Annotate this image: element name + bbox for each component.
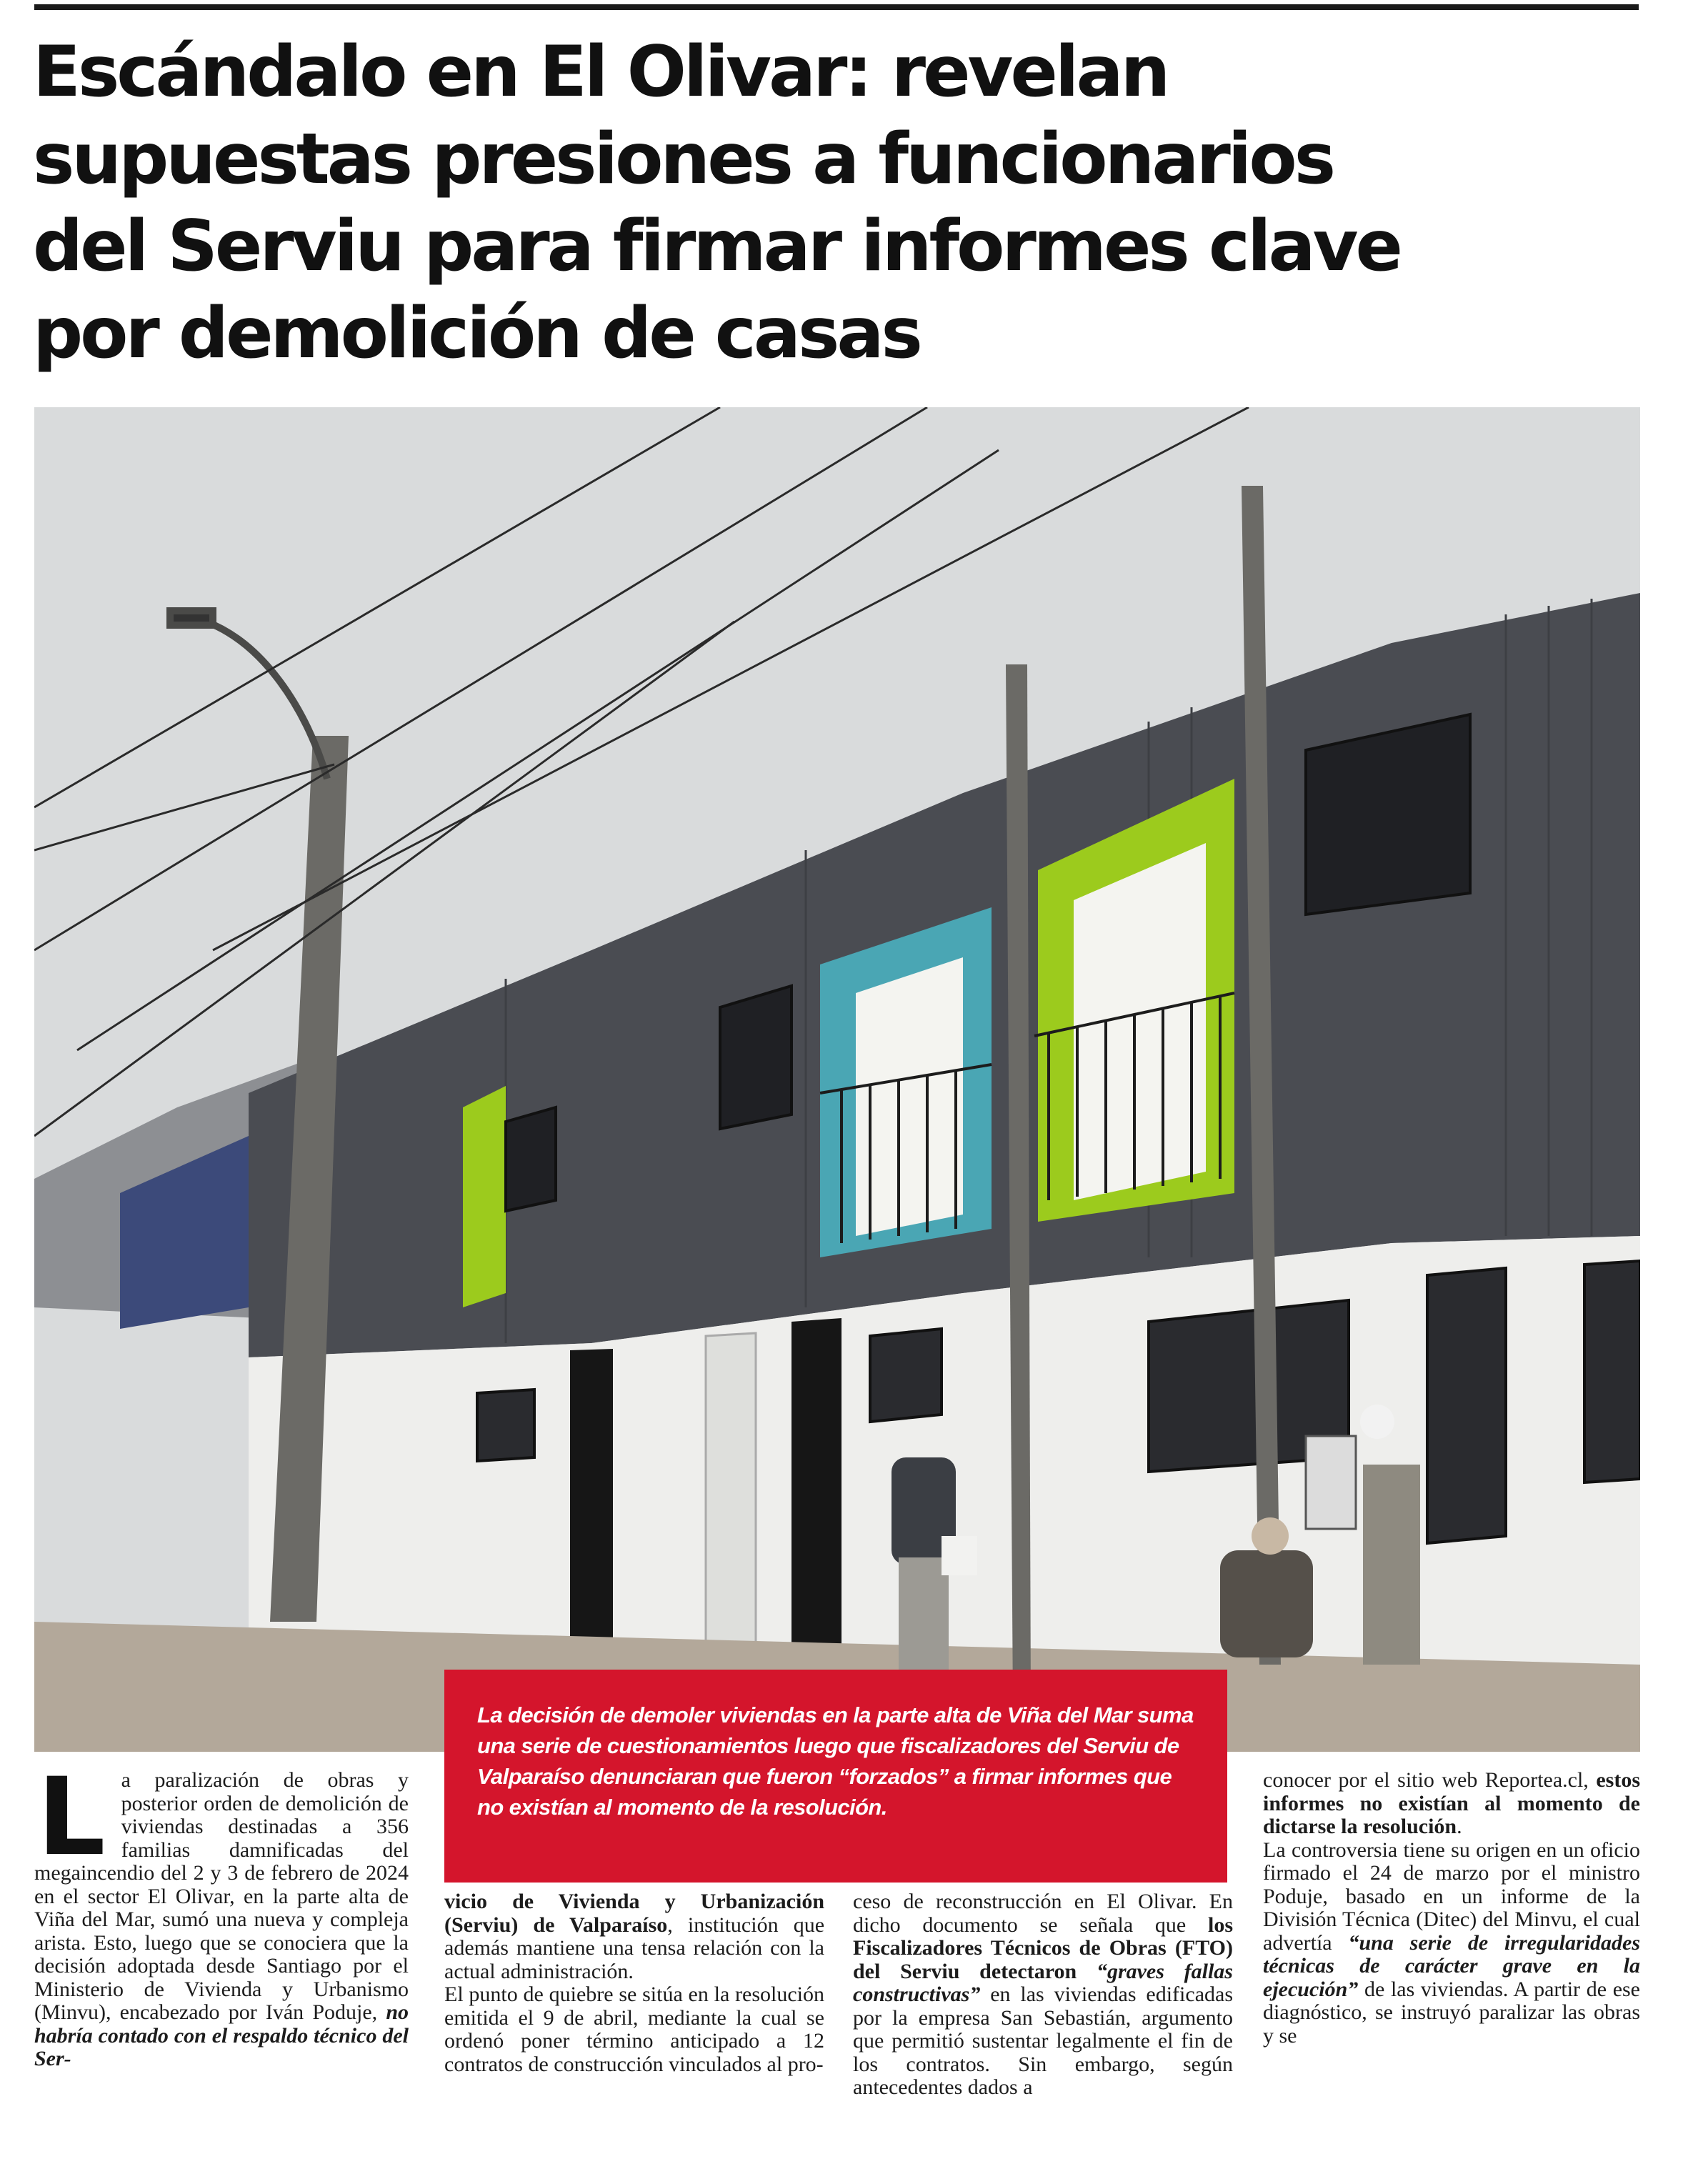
article-text: en las viviendas edificadas por la empresa San Sebastián, argumento que permitió sustentar legalmente el fin de los contratos. Sin embargo, según antecedentes dados a (853, 1983, 1233, 2099)
article-text: a paralización de obras y posterior orden de demolición de viviendas destinadas a 356 familias damnificadas del megaincendio del 2 y 3 de febrero de 2024 en el sector El Olivar, en la parte alta de Viña del Mar, sumó una nueva y compleja arista. Esto, luego que se conociera que la decisión adoptada desde Santiago por el Ministerio de Vivienda y Urbanismo (Minvu), encabezado por Iván Poduje, (34, 1768, 409, 2024)
photo-caption-box (444, 1670, 1227, 1883)
headline-line: Escándalo en El Olivar: revelan (33, 31, 1168, 113)
headline-line: supuestas presiones a funcionarios (33, 119, 1334, 200)
photo-far-green-recess (463, 1086, 506, 1307)
article-bold-text: los Fiscalizadores Técnicos de Obras (FTO) del Serviu detectaron (853, 1913, 1233, 1983)
housing-photo-illustration (34, 407, 1640, 1752)
drop-cap: L (37, 1755, 106, 1880)
headline-line: del Serviu para firmar informes clave (33, 206, 1401, 287)
article-bold-text: estos informes no existían al momento de dictarse la resolución (1263, 1768, 1640, 1838)
article-paragraph (853, 1890, 1233, 2100)
article-photo (34, 407, 1640, 1752)
article-text: . (1457, 1815, 1462, 1838)
article-paragraph: El punto de quiebre se sitúa en la resolución emitida el 9 de abril, mediante la cual se ordenó poner término anticipado a 12 contratos de construcción vinculados al pro- (444, 1983, 824, 2076)
article-text: conocer por el sitio web Reportea.cl, (1263, 1768, 1597, 1792)
article-paragraph (444, 1890, 824, 1983)
article-quote: “graves fallas constructivas” (853, 1959, 1233, 2006)
photo-green-balcony-door (1074, 843, 1206, 1200)
article-text: , institución que además mantiene una tensa relación con la actual administración. (444, 1913, 825, 1983)
headline-line: por demolición de casas (33, 293, 920, 374)
article-column-2 (444, 1890, 824, 2076)
top-rule (34, 4, 1639, 10)
article-column-3 (853, 1890, 1233, 2100)
article-column-4 (1263, 1769, 1640, 2048)
article-text: ceso de reconstrucción en El Olivar. En dicho documento se señala que (853, 1890, 1233, 1937)
article-text: de las viviendas. A partir de ese diagnóstico, se instruyó paralizar las obras y se (1263, 1977, 1640, 2048)
photo-white-door (706, 1333, 756, 1668)
article-quote: “una serie de irregularidades técnicas de carácter grave en la ejecución” (1263, 1930, 1640, 2001)
article-bold-text: no habría contado con el respaldo técnico del Ser- (34, 2000, 409, 2070)
article-paragraph (1263, 1839, 1640, 2048)
article-bold-text: vicio de Vivienda y Urbanización (Serviu) de Valparaíso (444, 1890, 824, 1937)
headline (33, 29, 1647, 377)
photo-caption-text: La decisión de demoler viviendas en la parte alta de Viña del Mar suma una serie de cuestionamientos luego que fiscalizadores del Serviu de Valparaíso denunciaran que fueron “forzados” a firmar informes que no existían al momento de la resolución. (477, 1702, 1194, 1820)
photo-teal-balcony-door (856, 957, 963, 1236)
article-paragraph (1263, 1769, 1640, 1839)
article-column-1 (34, 1755, 409, 2071)
article-text: La controversia tiene su origen en un oficio firmado el 24 de marzo por el ministro Poduje, basado en un informe de la División Técnica (Ditec) del Minvu, el cual advertía (1263, 1838, 1640, 1955)
